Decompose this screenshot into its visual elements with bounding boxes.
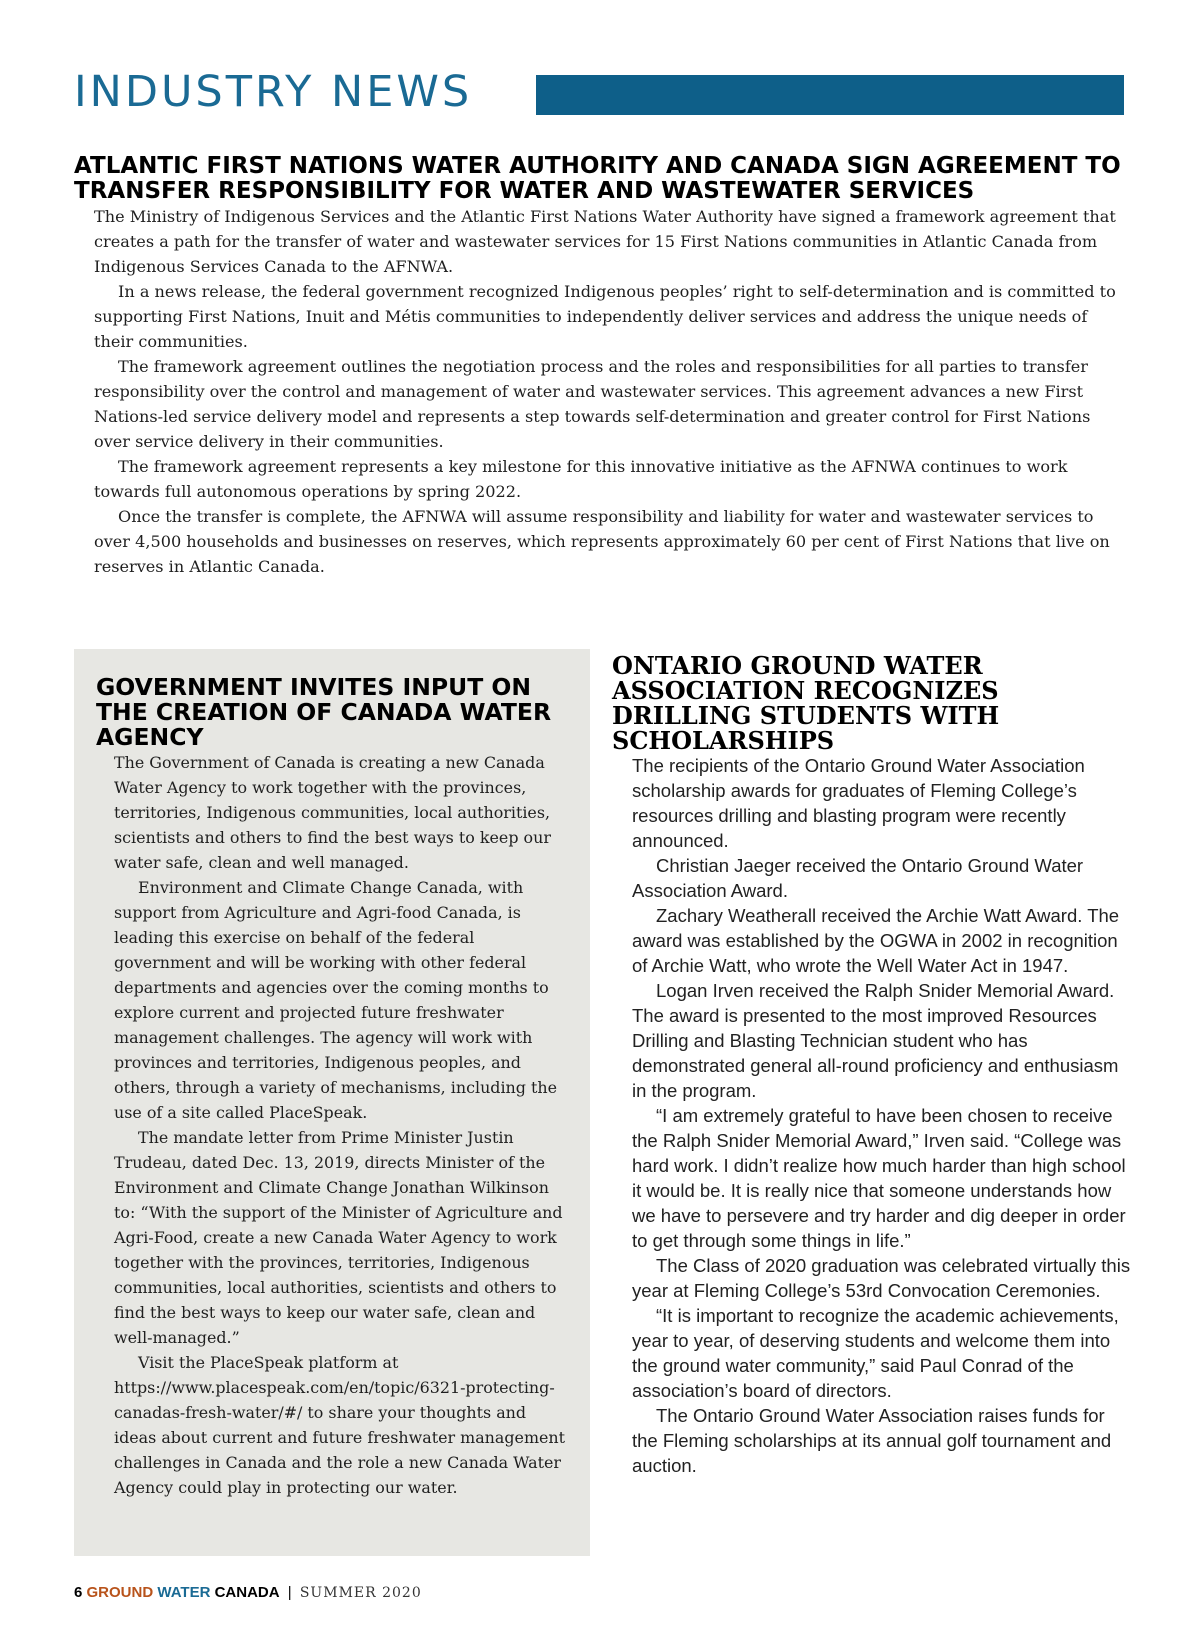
article-paragraph: In a news release, the federal government recognized Indigenous peoples’ right to self-determination and is committed to supporting First Nations, Inuit and Métis communities to independently deliver services and address the unique needs of their communities. xyxy=(94,282,1116,351)
article-paragraph: “It is important to recognize the academic achievements, year to year, of deserving students and welcome them into the ground water community,” said Paul Conrad of the association’s board of directors. xyxy=(632,1305,1119,1401)
article-afnwa-body xyxy=(94,204,1124,579)
article-cwa-body xyxy=(114,750,570,1500)
article-paragraph: The framework agreement outlines the negotiation process and the roles and responsibilities for all parties to transfer responsibility over the control and management of water and wastewater services. This agreement advances a new First Nations-led service delivery model and represents a step towards self-determination and greater control for First Nations over service delivery in their communities. xyxy=(94,357,1091,451)
article-paragraph: The Ministry of Indigenous Services and the Atlantic First Nations Water Authority have signed a framework agreement that creates a path for the transfer of water and wastewater services for 15 First Nations communities in Atlantic Canada from Indigenous Services Canada to the AFNWA. xyxy=(94,207,1116,276)
article-ogwa-scholarships xyxy=(612,653,1132,1478)
article-afnwa xyxy=(74,154,1124,579)
article-paragraph: The recipients of the Ontario Ground Water Association scholarship awards for graduates of Fleming College’s resources drilling and blasting program were recently announced. xyxy=(632,755,1085,851)
issue-label: SUMMER 2020 xyxy=(299,1585,422,1601)
page-footer xyxy=(74,1584,422,1606)
article-paragraph: Zachary Weatherall received the Archie Watt Award. The award was established by the OGWA in 2002 in recognition of Archie Watt, who wrote the Well Water Act in 1947. xyxy=(632,905,1120,976)
article-paragraph: Once the transfer is complete, the AFNWA will assume responsibility and liability for water and wastewater services to over 4,500 households and businesses on reserves, which represents approximately 60 per cent of First Nations that live on reserves in Atlantic Canada. xyxy=(94,507,1110,576)
article-paragraph: The mandate letter from Prime Minister Justin Trudeau, dated Dec. 13, 2019, directs Minister of the Environment and Climate Change Jonathan Wilkinson to: “With the support of the Minister of Agriculture and Agri-Food, create a new Canada Water Agency to work together with the provinces, territories, Indigenous communities, local authorities, scientists and others to find the best ways to keep our water safe, clean and well-managed.” xyxy=(114,1128,563,1347)
magazine-name-canada: CANADA xyxy=(214,1584,280,1601)
magazine-name-ground: GROUND xyxy=(86,1584,154,1601)
article-paragraph: The framework agreement represents a key milestone for this innovative initiative as the AFNWA continues to work towards full autonomous operations by spring 2022. xyxy=(94,457,1068,501)
article-paragraph: Logan Irven received the Ralph Snider Memorial Award. The award is presented to the most improved Resources Drilling and Blasting Technician student who has demonstrated general all-round proficiency and enthusiasm in the program. xyxy=(632,980,1119,1101)
article-afnwa-headline: ATLANTIC FIRST NATIONS WATER AUTHORITY AND CANADA SIGN AGREEMENT TO TRANSFER RESPONSIBILITY FOR WATER AND WASTEWATER SERVICES xyxy=(74,153,1121,204)
header-bar xyxy=(536,75,1124,115)
article-paragraph: The Class of 2020 graduation was celebrated virtually this year at Fleming College’s 53rd Convocation Ceremonies. xyxy=(632,1255,1131,1301)
article-paragraph: The Ontario Ground Water Association raises funds for the Fleming scholarships at its annual golf tournament and auction. xyxy=(632,1405,1112,1476)
article-ogwa-body xyxy=(632,753,1132,1478)
article-paragraph: “I am extremely grateful to have been chosen to receive the Ralph Snider Memorial Award,” Irven said. “College was hard work. I didn’t realize how much harder than high school it would be. It is really nice that someone understands how we have to persevere and try harder and dig deeper in order to get through some things in life.” xyxy=(632,1105,1126,1251)
article-paragraph: Environment and Climate Change Canada, with support from Agriculture and Agri-food Canada, is leading this exercise on behalf of the federal government and will be working with other federal departments and agencies over the coming months to explore current and projected future freshwater management challenges. The agency will work with provinces and territories, Indigenous peoples, and others, through a variety of mechanisms, including the use of a site called PlaceSpeak. xyxy=(114,878,558,1122)
section-label: INDUSTRY NEWS xyxy=(74,67,473,117)
article-paragraph: The Government of Canada is creating a new Canada Water Agency to work together with the provinces, territories, Indigenous communities, local authorities, scientists and others to find the best ways to keep our water safe, clean and well managed. xyxy=(114,753,551,872)
article-ogwa-headline: ONTARIO GROUND WATER ASSOCIATION RECOGNIZES DRILLING STUDENTS WITH SCHOLARSHIPS xyxy=(612,651,1000,755)
article-paragraph: Christian Jaeger received the Ontario Ground Water Association Award. xyxy=(632,855,1084,901)
article-cwa-headline: GOVERNMENT INVITES INPUT ON THE CREATION OF CANADA WATER AGENCY xyxy=(96,673,552,751)
sidebar-box-canada-water-agency xyxy=(74,649,590,1556)
section-header xyxy=(74,62,1124,122)
magazine-name-water: WATER xyxy=(157,1584,211,1601)
page-number: 6 xyxy=(74,1584,83,1601)
footer-separator: | xyxy=(287,1584,292,1601)
article-paragraph: Visit the PlaceSpeak platform at https://www.placespeak.com/en/topic/6321-protecting-canadas-fresh-water/#/ to share your thoughts and ideas about current and future freshwater management challenges in Canada and the role a new Canada Water Agency could play in protecting our water. xyxy=(114,1353,566,1497)
